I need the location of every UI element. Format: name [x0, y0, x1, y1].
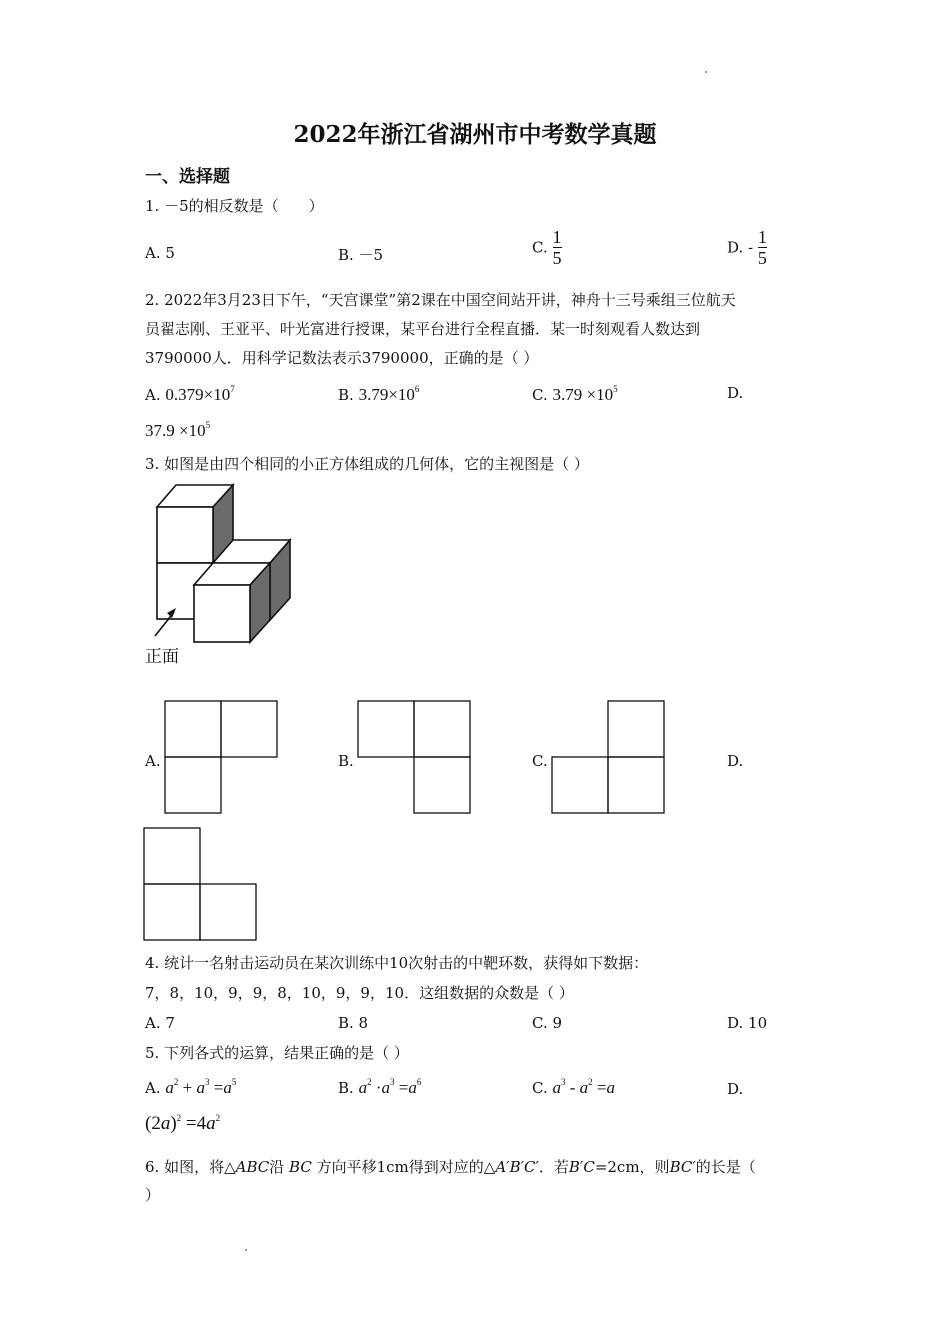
section-heading: 一、选择题: [145, 167, 230, 187]
q5-b-var1: a: [358, 1078, 368, 1097]
q2-b-label: B.: [338, 386, 354, 404]
q5-d-open: (2: [145, 1113, 161, 1134]
q2-c-base: 3.79 ×10: [552, 385, 614, 404]
q5-b-expression: [359, 1078, 422, 1097]
q5-a-var1: a: [165, 1078, 174, 1097]
q1-c-numerator: 1: [552, 227, 562, 247]
q6-end: 的长是（: [695, 1158, 756, 1176]
q1-option-c-label: C.: [532, 238, 548, 257]
q5-c-var1: a: [552, 1078, 561, 1097]
q5-b-eq: =: [398, 1078, 409, 1097]
q5-d-close: ): [170, 1113, 177, 1134]
q2-a-base: 0.379×10: [165, 385, 231, 404]
q6-pre: 6. 如图，将△: [145, 1158, 236, 1176]
q5-b-label: B.: [338, 1079, 354, 1097]
front-direction-label: 正面: [145, 647, 179, 667]
q4-option-d: D. 10: [727, 1014, 768, 1032]
q5-c-exp2: 2: [588, 1077, 593, 1087]
q5-option-d-expression: [145, 1113, 220, 1135]
q5-b-exp1: 2: [367, 1077, 372, 1087]
q2-option-d: D.: [727, 384, 744, 402]
q5-b-var2: a: [381, 1078, 390, 1097]
q2-a-label: A.: [145, 386, 161, 404]
q2-c-exponent: 5: [613, 384, 618, 394]
q5-a-var3: a: [223, 1078, 232, 1097]
q4-option-b: B. 8: [338, 1014, 369, 1032]
q2-b-exponent: 6: [414, 384, 420, 394]
q5-c-var2: a: [579, 1078, 589, 1097]
q2-d-base: 37.9 ×10: [145, 421, 206, 440]
q5-c-minus: -: [569, 1078, 576, 1097]
q2-b-base: 3.79×10: [358, 385, 415, 404]
q6-mid2: ．若: [538, 1158, 569, 1176]
q5-stem: 5. 下列各式的运算，结果正确的是（ ）: [145, 1044, 409, 1062]
q6-line-2: ）: [145, 1186, 161, 1204]
q5-option-c: [532, 1077, 615, 1098]
q5-d-exp1: 2: [176, 1113, 182, 1123]
q1-d-denominator: 5: [757, 248, 767, 268]
q5-option-d: D.: [727, 1080, 744, 1098]
q5-a-expression: [165, 1078, 236, 1097]
q5-option-a: [145, 1077, 236, 1098]
q2-a-exponent: 7: [230, 384, 235, 394]
q3-option-d-label: D.: [727, 752, 744, 770]
q5-d-var2: a: [206, 1113, 216, 1134]
q5-a-plus: +: [182, 1078, 193, 1097]
q5-a-var2: a: [196, 1078, 205, 1097]
q5-d-var1: a: [160, 1113, 171, 1134]
q5-c-exp1: 3: [561, 1077, 566, 1087]
q5-b-dot: ·: [375, 1078, 382, 1097]
q5-b-exp3: 6: [416, 1077, 422, 1087]
q6-line-1: [145, 1153, 756, 1181]
q4-option-c: C. 9: [532, 1014, 563, 1032]
q2-line-3: 3790000人．用科学记数法表示3790000，正确的是（ ）: [145, 349, 539, 367]
q2-line-2: 员翟志刚、王亚平、叶光富进行授课，某平台进行全程直播．某一时刻观看人数达到: [145, 320, 701, 338]
q1-stem: 1. －5的相反数是（ ）: [145, 197, 324, 215]
q2-line-1: 2. 2022年3月23日下午，“天宫课堂”第2课在中国空间站开讲，神舟十三号乘组三位航天: [145, 291, 736, 309]
q5-c-expression: [553, 1078, 616, 1097]
q2-c-label: C.: [532, 386, 548, 404]
q1-option-a: A. 5: [145, 244, 175, 262]
q6-abc-prime: A′B′C′: [495, 1158, 539, 1176]
q1-d-numerator: 1: [757, 227, 767, 247]
q1-d-sign: -: [748, 238, 754, 257]
q5-option-b: [338, 1077, 421, 1098]
q6-bc-prime: BC′: [669, 1158, 696, 1176]
q4-line-2: 7，8，10，9，9，8，10，9，9，10．这组数据的众数是（ ）: [145, 984, 574, 1002]
q5-d-exp2: 2: [215, 1113, 221, 1123]
page-title: 2022年浙江省湖州市中考数学真题: [293, 121, 657, 148]
q5-b-exp2: 3: [390, 1077, 395, 1087]
q5-a-eq: =: [213, 1078, 224, 1097]
q3-option-a-label: A.: [145, 752, 161, 770]
q5-c-label: C.: [532, 1079, 548, 1097]
q5-d-expression: [145, 1113, 220, 1134]
q1-option-d-label: D.: [727, 238, 744, 257]
q5-c-eq: =: [596, 1078, 607, 1097]
q2-d-exponent: 5: [205, 420, 211, 430]
q4-line-1: 4. 统计一名射击运动员在某次训练中10次射击的中靶环数，获得如下数据：: [145, 954, 649, 972]
q6-mid3: =2cm，则: [594, 1158, 670, 1176]
q5-c-var3: a: [606, 1078, 616, 1097]
q5-d-rhs: =4: [185, 1113, 207, 1134]
q1-option-b: B. －5: [338, 246, 384, 264]
q5-a-exp3: 5: [231, 1077, 237, 1087]
q5-a-label: A.: [145, 1079, 161, 1097]
q5-a-exp2: 3: [204, 1077, 210, 1087]
q6-mid: 方向平移1cm得到对应的△: [316, 1158, 496, 1176]
q3-option-b-label: B.: [338, 752, 354, 770]
q4-option-a: A. 7: [145, 1014, 175, 1032]
q5-a-exp1: 2: [173, 1077, 179, 1087]
q6-along: 沿: [269, 1158, 285, 1176]
q3-option-c-label: C.: [532, 752, 548, 770]
q5-b-var3: a: [408, 1078, 417, 1097]
q6-abc: ABC: [235, 1158, 270, 1176]
q3-stem: 3. 如图是由四个相同的小正方体组成的几何体，它的主视图是（ ）: [145, 455, 589, 473]
q6-bprime-c: B′C: [568, 1158, 595, 1176]
q1-c-denominator: 5: [552, 248, 562, 268]
q6-bc: BC: [289, 1158, 312, 1176]
